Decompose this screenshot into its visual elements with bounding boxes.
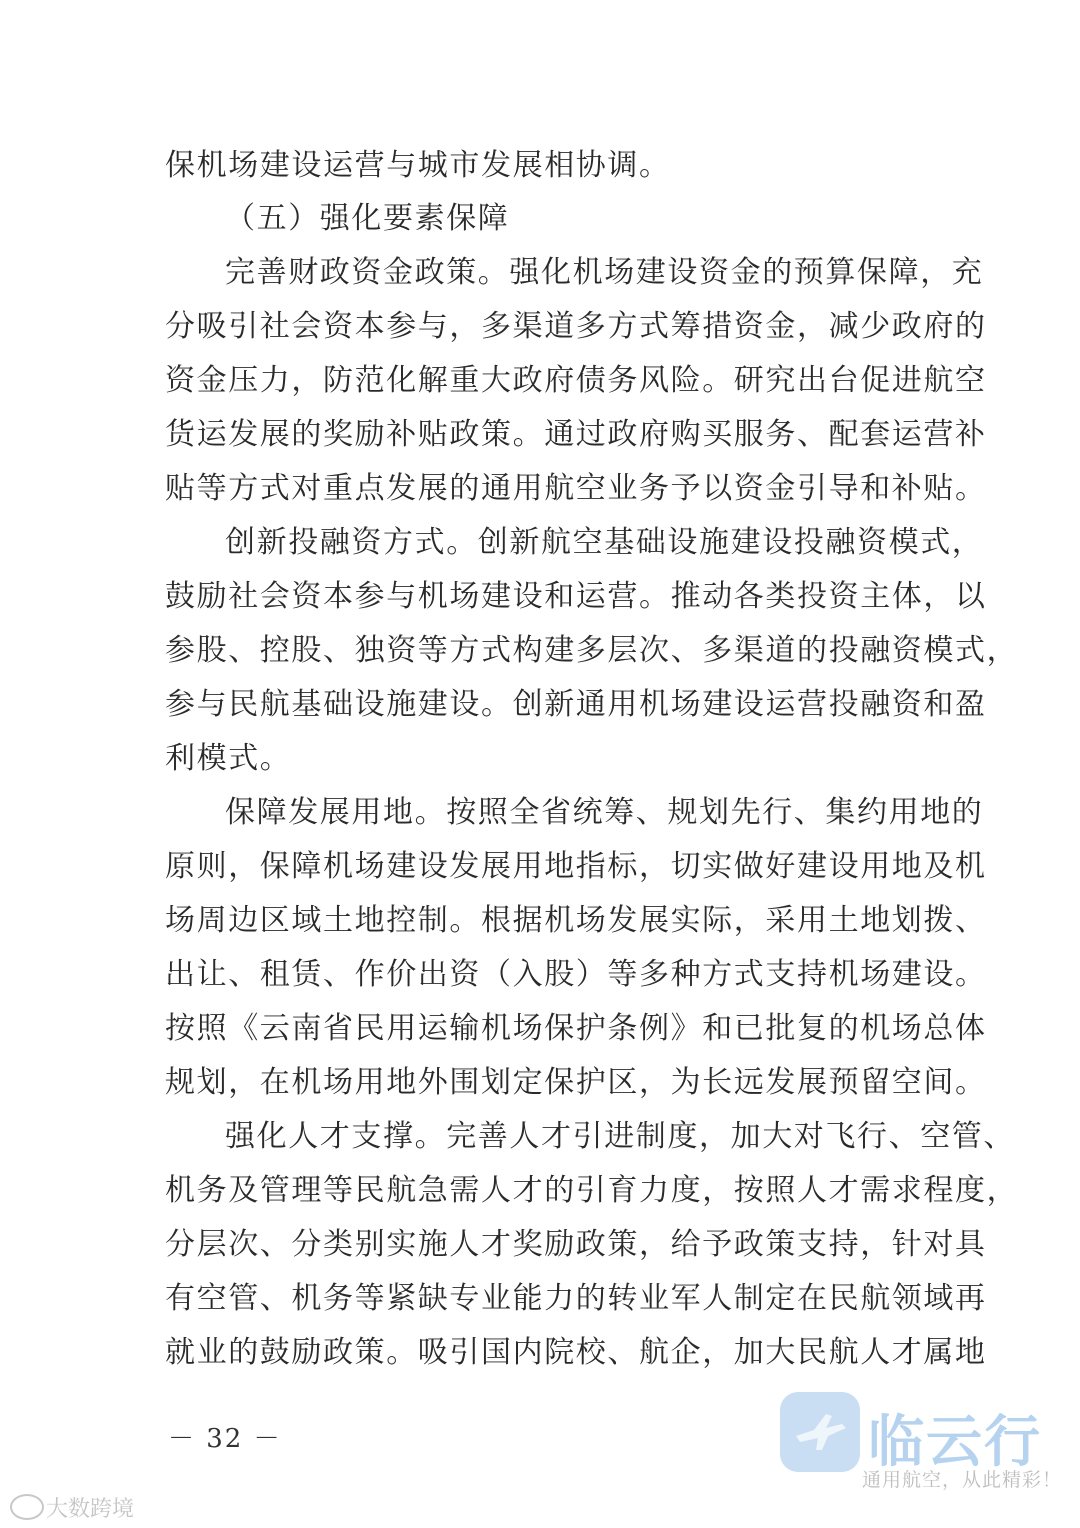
section-heading: （五）强化要素保障 — [225, 201, 510, 236]
text-line: 分层次、分类别实施人才奖励政策，给予政策支持，针对具 — [165, 1227, 987, 1262]
text-line: 参股、控股、独资等方式构建多层次、多渠道的投融资模式， — [165, 633, 1019, 668]
plane-icon — [792, 1408, 848, 1456]
paragraph-start-line: 保障发展用地。按照全省统筹、规划先行、集约用地的 — [225, 795, 984, 830]
text-line: 出让、租赁、作价出资（入股）等多种方式支持机场建设。 — [165, 957, 987, 992]
text-line: 就业的鼓励政策。吸引国内院校、航企，加大民航人才属地 — [165, 1335, 987, 1370]
page-number: － 32 － — [168, 1424, 282, 1454]
logo-slogan: 通用航空，从此精彩！ — [862, 1469, 1063, 1491]
text-line: 货运发展的奖励补贴政策。通过政府购买服务、配套运营补 — [165, 417, 987, 452]
text-line: 规划，在机场用地外围划定保护区，为长远发展预留空间。 — [165, 1065, 987, 1100]
text-line: 贴等方式对重点发展的通用航空业务予以资金引导和补贴。 — [165, 471, 987, 506]
text-line: 机务及管理等民航急需人才的引育力度，按照人才需求程度， — [165, 1173, 1019, 1208]
weibo-icon — [10, 1494, 44, 1520]
paragraph-start-line: 完善财政资金政策。强化机场建设资金的预算保障，充 — [225, 255, 984, 290]
text-line: 资金压力，防范化解重大政府债务风险。研究出台促进航空 — [165, 363, 987, 398]
paragraph-start-line: 强化人才支撑。完善人才引进制度，加大对飞行、空管、 — [225, 1119, 1015, 1154]
source-watermark: 大数跨境 — [46, 1497, 135, 1522]
text-line: 分吸引社会资本参与，多渠道多方式筹措资金，减少政府的 — [165, 309, 987, 344]
text-line: 保机场建设运营与城市发展相协调。 — [165, 148, 671, 183]
text-line: 有空管、机务等紧缺专业能力的转业军人制定在民航领域再 — [165, 1281, 987, 1316]
paragraph-start-line: 创新投融资方式。创新航空基础设施建设投融资模式， — [225, 525, 984, 560]
text-line: 场周边区域土地控制。根据机场发展实际，采用土地划拨、 — [165, 903, 987, 938]
text-line: 利模式。 — [165, 741, 292, 776]
text-line: 原则，保障机场建设发展用地指标，切实做好建设用地及机 — [165, 849, 987, 884]
text-line: 鼓励社会资本参与机场建设和运营。推动各类投资主体，以 — [165, 579, 987, 614]
logo-name: 临云行 — [868, 1410, 1042, 1475]
text-line: 按照《云南省民用运输机场保护条例》和已批复的机场总体 — [165, 1011, 987, 1046]
text-line: 参与民航基础设施建设。创新通用机场建设运营投融资和盈 — [165, 687, 987, 722]
